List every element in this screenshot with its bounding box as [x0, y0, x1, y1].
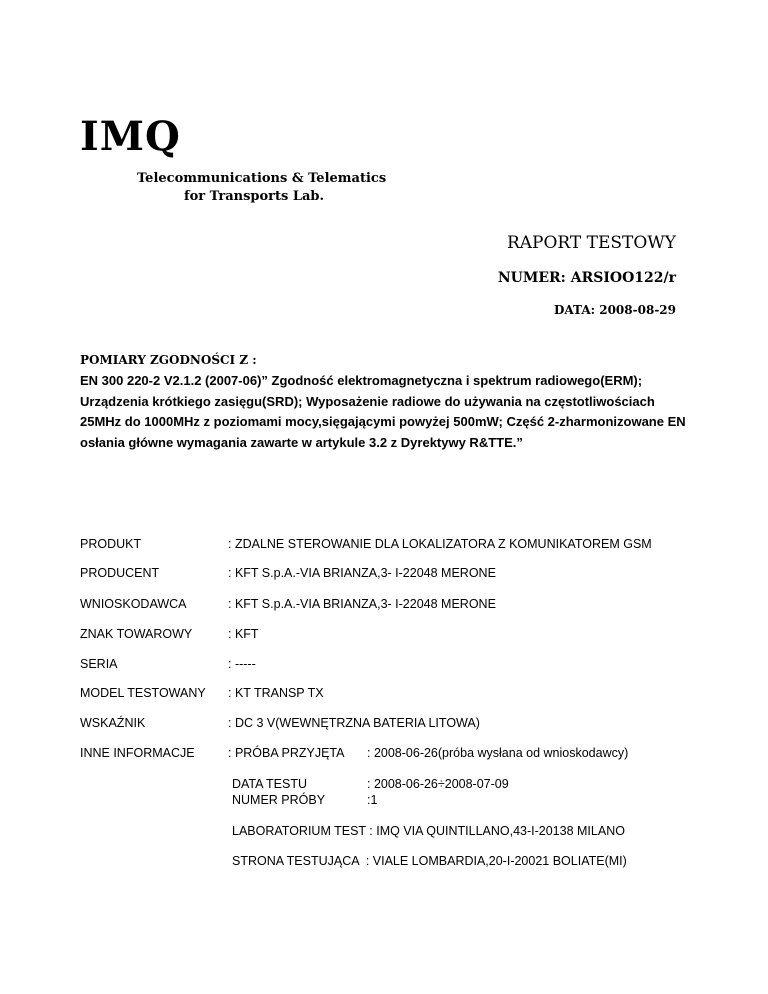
test-date-value: : 2008-06-26÷2008-07-09 — [367, 777, 509, 791]
lab-subtitle-line2: for Transports Lab. — [184, 189, 325, 204]
field-value-manufacturer: : KFT S.p.A.-VIA BRIANZA,3- I-22048 MERONE — [228, 566, 496, 580]
lab-subtitle-line1: Telecommunications & Telematics — [137, 171, 387, 186]
field-label-model: MODEL TESTOWANY — [80, 686, 206, 700]
field-value-series: : ----- — [228, 657, 256, 671]
sample-number-value: :1 — [367, 793, 378, 807]
field-label-other-info: INNE INFORMACJE — [80, 746, 195, 760]
field-value-sample-received: : PRÓBA PRZYJĘTA — [228, 746, 345, 760]
field-label-trademark: ZNAK TOWAROWY — [80, 627, 193, 641]
compliance-heading: POMIARY ZGODNOŚCI Z : — [80, 353, 257, 367]
field-value-model: : KT TRANSP TX — [228, 686, 324, 700]
imq-logo: IMQ — [80, 113, 181, 160]
field-label-manufacturer: PRODUCENT — [80, 566, 160, 580]
field-label-applicant: WNIOSKODAWCA — [80, 597, 187, 611]
report-number: NUMER: ARSIOO122/r — [497, 270, 676, 286]
field-value-indicator: : DC 3 V(WEWNĘTRZNA BATERIA LITOWA) — [228, 716, 480, 730]
field-value-product: : ZDALNE STEROWANIE DLA LOKALIZATORA Z KOMUNIKATOREM GSM — [228, 537, 652, 551]
field-value-applicant: : KFT S.p.A.-VIA BRIANZA,3- I-22048 MERONE — [228, 597, 496, 611]
test-date-label: DATA TESTU — [232, 777, 308, 791]
field-label-series: SERIA — [80, 657, 118, 671]
compliance-text: EN 300 220-2 V2.1.2 (2007-06)” Zgodność elektromagnetyczna i spektrum radiowego(ERM); Urządzenia krótkiego zasięgu(SRD); Wyposażenie radiowe do używania na częstotliwościach 25MHz do 1000MHz z poziomami mocy,sięgającymi powyżej 500mW; Część 2-zharmonizowane EN osłania główne wymagania zawarte w artykule 3.2 z Dyrektywy R&TTE.” — [80, 373, 686, 450]
test-laboratory: LABORATORIUM TEST : IMQ VIA QUINTILLANO,43-I-20138 MILANO — [232, 824, 625, 838]
sample-number-label: NUMER PRÓBY — [232, 793, 326, 807]
testing-party: STRONA TESTUJĄCA : VIALE LOMBARDIA,20-I-20021 BOLIATE(MI) — [232, 854, 627, 868]
field-label-indicator: WSKAŹNIK — [80, 716, 146, 730]
report-date: DATA: 2008-08-29 — [553, 303, 676, 317]
report-title: RAPORT TESTOWY — [506, 233, 676, 253]
sample-received-date: : 2008-06-26(próba wysłana od wnioskodawcy) — [367, 746, 629, 760]
field-value-trademark: : KFT — [228, 627, 259, 641]
field-label-product: PRODUKT — [80, 537, 142, 551]
